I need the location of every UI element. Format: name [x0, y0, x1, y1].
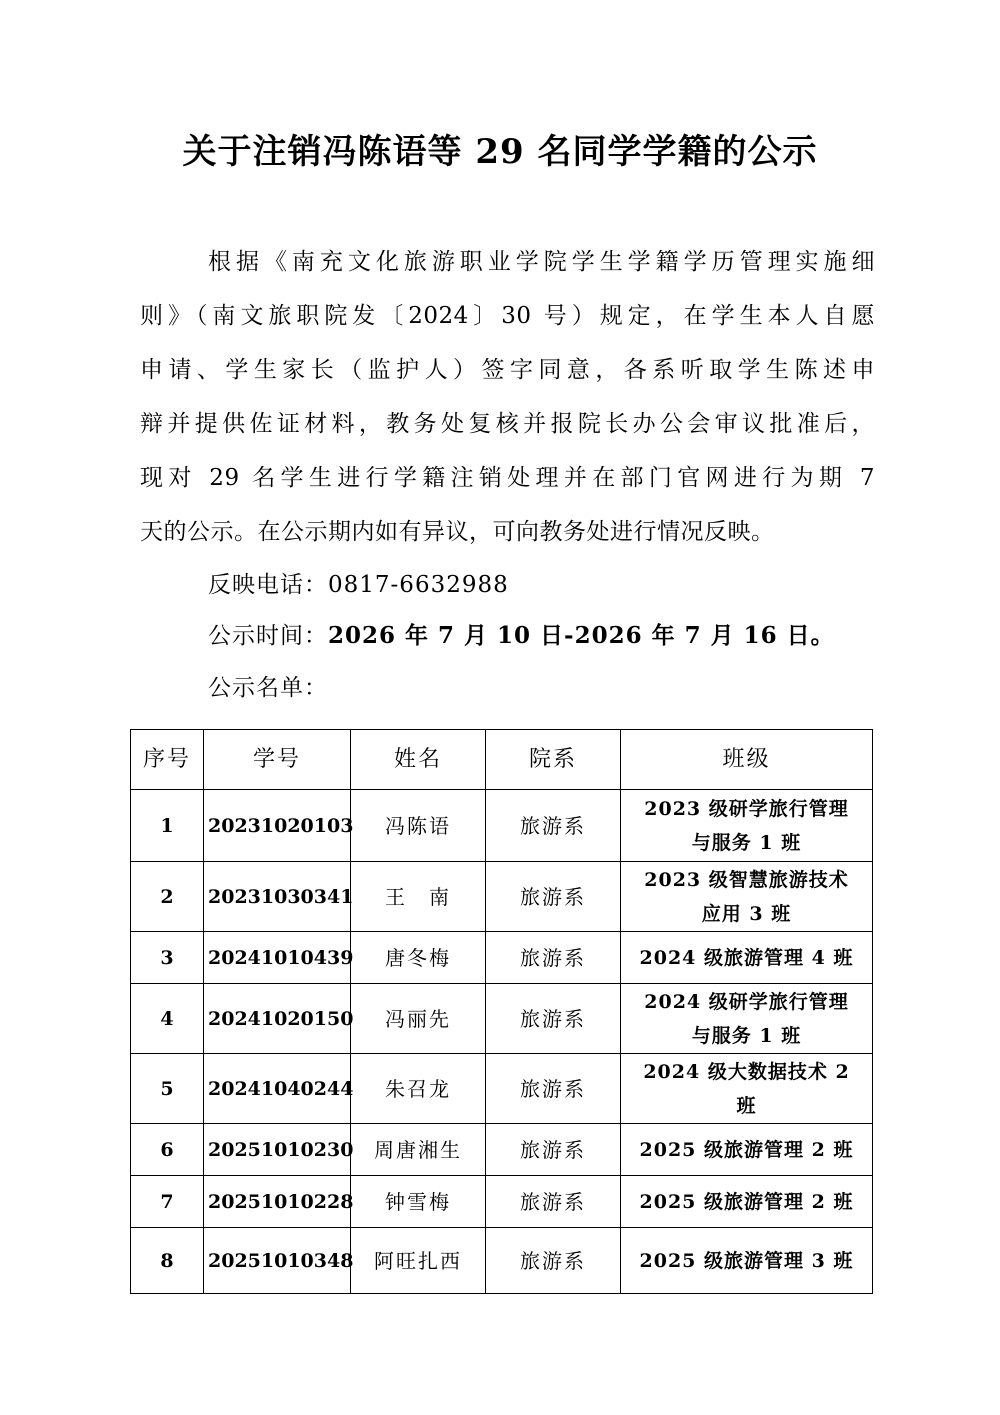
- cell-seq: 2: [131, 862, 204, 932]
- cell-class: [621, 1228, 873, 1294]
- cell-department: 旅游系: [486, 932, 621, 984]
- period-value: 2026 年 7 月 10 日-2026 年 7 月 16 日。: [328, 622, 835, 649]
- class-line-1: 2025 级旅游管理 2 班: [639, 1190, 854, 1213]
- cell-class: [621, 790, 873, 862]
- cell-class: [621, 1176, 873, 1228]
- table-header-row: [131, 730, 873, 790]
- paragraph-line-3: 申请、学生家长（监护人）签字同意，各系听取学生陈述申: [140, 357, 875, 383]
- cell-name: 冯丽先: [351, 984, 486, 1054]
- contact-phone: 0817-6632988: [328, 572, 509, 598]
- contact-line: [208, 565, 509, 605]
- class-line-1: 2024 级研学旅行管理: [644, 990, 849, 1013]
- period-line: [208, 616, 835, 656]
- paragraph-line-5: 现对 29 名学生进行学籍注销处理并在部门官网进行为期 7: [140, 465, 875, 491]
- cell-seq: 5: [131, 1054, 204, 1124]
- cell-seq: 3: [131, 932, 204, 984]
- cell-seq: 1: [131, 790, 204, 862]
- cell-department: 旅游系: [486, 1054, 621, 1124]
- cell-department: 旅游系: [486, 790, 621, 862]
- cell-student-id: 20251010228: [204, 1176, 351, 1228]
- list-label: 公示名单：: [208, 675, 328, 701]
- cell-student-id: 20231020103: [204, 790, 351, 862]
- cell-name: 王 南: [351, 862, 486, 932]
- cell-name: 阿旺扎西: [351, 1228, 486, 1294]
- cell-department: 旅游系: [486, 1124, 621, 1176]
- class-line-1: 2023 级研学旅行管理: [644, 797, 849, 820]
- class-line-2: 与服务 1 班: [691, 831, 802, 854]
- cell-seq: 8: [131, 1228, 204, 1294]
- cell-student-id: 20251010230: [204, 1124, 351, 1176]
- cell-class: [621, 984, 873, 1054]
- cell-department: 旅游系: [486, 862, 621, 932]
- class-line-2: 应用 3 班: [701, 902, 792, 925]
- paragraph-line-4: 辩并提供佐证材料，教务处复核并报院长办公会审议批准后，: [140, 411, 875, 437]
- table-row: [131, 862, 873, 932]
- cell-student-id: 20241040244: [204, 1054, 351, 1124]
- cell-student-id: 20251010348: [204, 1228, 351, 1294]
- class-line-1: 2024 级大数据技术 2: [643, 1060, 850, 1083]
- class-line-1: 2025 级旅游管理 2 班: [639, 1138, 854, 1161]
- table-row: [131, 790, 873, 862]
- class-line-1: 2024 级旅游管理 4 班: [639, 946, 854, 969]
- table-row: [131, 1124, 873, 1176]
- notice-title: 关于注销冯陈语等 29 名同学学籍的公示: [182, 132, 818, 172]
- cell-department: 旅游系: [486, 984, 621, 1054]
- roster-table: [130, 729, 873, 1294]
- paragraph-line-1: 根据《南充文化旅游职业学院学生学籍学历管理实施细: [208, 249, 875, 275]
- cell-student-id: 20241020150: [204, 984, 351, 1054]
- header-department: 院系: [486, 730, 621, 790]
- period-label: 公示时间：: [208, 623, 328, 649]
- paragraph-line-6: 天的公示。在公示期内如有异议，可向教务处进行情况反映。: [140, 519, 775, 545]
- table-row: [131, 932, 873, 984]
- cell-student-id: 20241010439: [204, 932, 351, 984]
- class-line-2: 班: [736, 1094, 757, 1117]
- cell-seq: 4: [131, 984, 204, 1054]
- cell-class: [621, 932, 873, 984]
- class-line-1: 2025 级旅游管理 3 班: [639, 1249, 854, 1272]
- cell-department: 旅游系: [486, 1176, 621, 1228]
- cell-seq: 6: [131, 1124, 204, 1176]
- header-student-id: 学号: [204, 730, 351, 790]
- header-class: 班级: [621, 730, 873, 790]
- cell-name: 朱召龙: [351, 1054, 486, 1124]
- table-row: [131, 984, 873, 1054]
- header-seq: 序号: [131, 730, 204, 790]
- cell-name: 周唐湘生: [351, 1124, 486, 1176]
- class-line-2: 与服务 1 班: [691, 1024, 802, 1047]
- cell-class: [621, 862, 873, 932]
- cell-name: 冯陈语: [351, 790, 486, 862]
- cell-name: 钟雪梅: [351, 1176, 486, 1228]
- cell-class: [621, 1124, 873, 1176]
- cell-student-id: 20231030341: [204, 862, 351, 932]
- cell-name: 唐冬梅: [351, 932, 486, 984]
- table-row: [131, 1054, 873, 1124]
- paragraph-line-2: 则》（南文旅职院发〔2024〕30 号）规定，在学生本人自愿: [140, 303, 875, 329]
- cell-class: [621, 1054, 873, 1124]
- table-row: [131, 1228, 873, 1294]
- class-line-1: 2023 级智慧旅游技术: [644, 868, 849, 891]
- header-name: 姓名: [351, 730, 486, 790]
- contact-label: 反映电话：: [208, 572, 328, 598]
- cell-department: 旅游系: [486, 1228, 621, 1294]
- cell-seq: 7: [131, 1176, 204, 1228]
- table-row: [131, 1176, 873, 1228]
